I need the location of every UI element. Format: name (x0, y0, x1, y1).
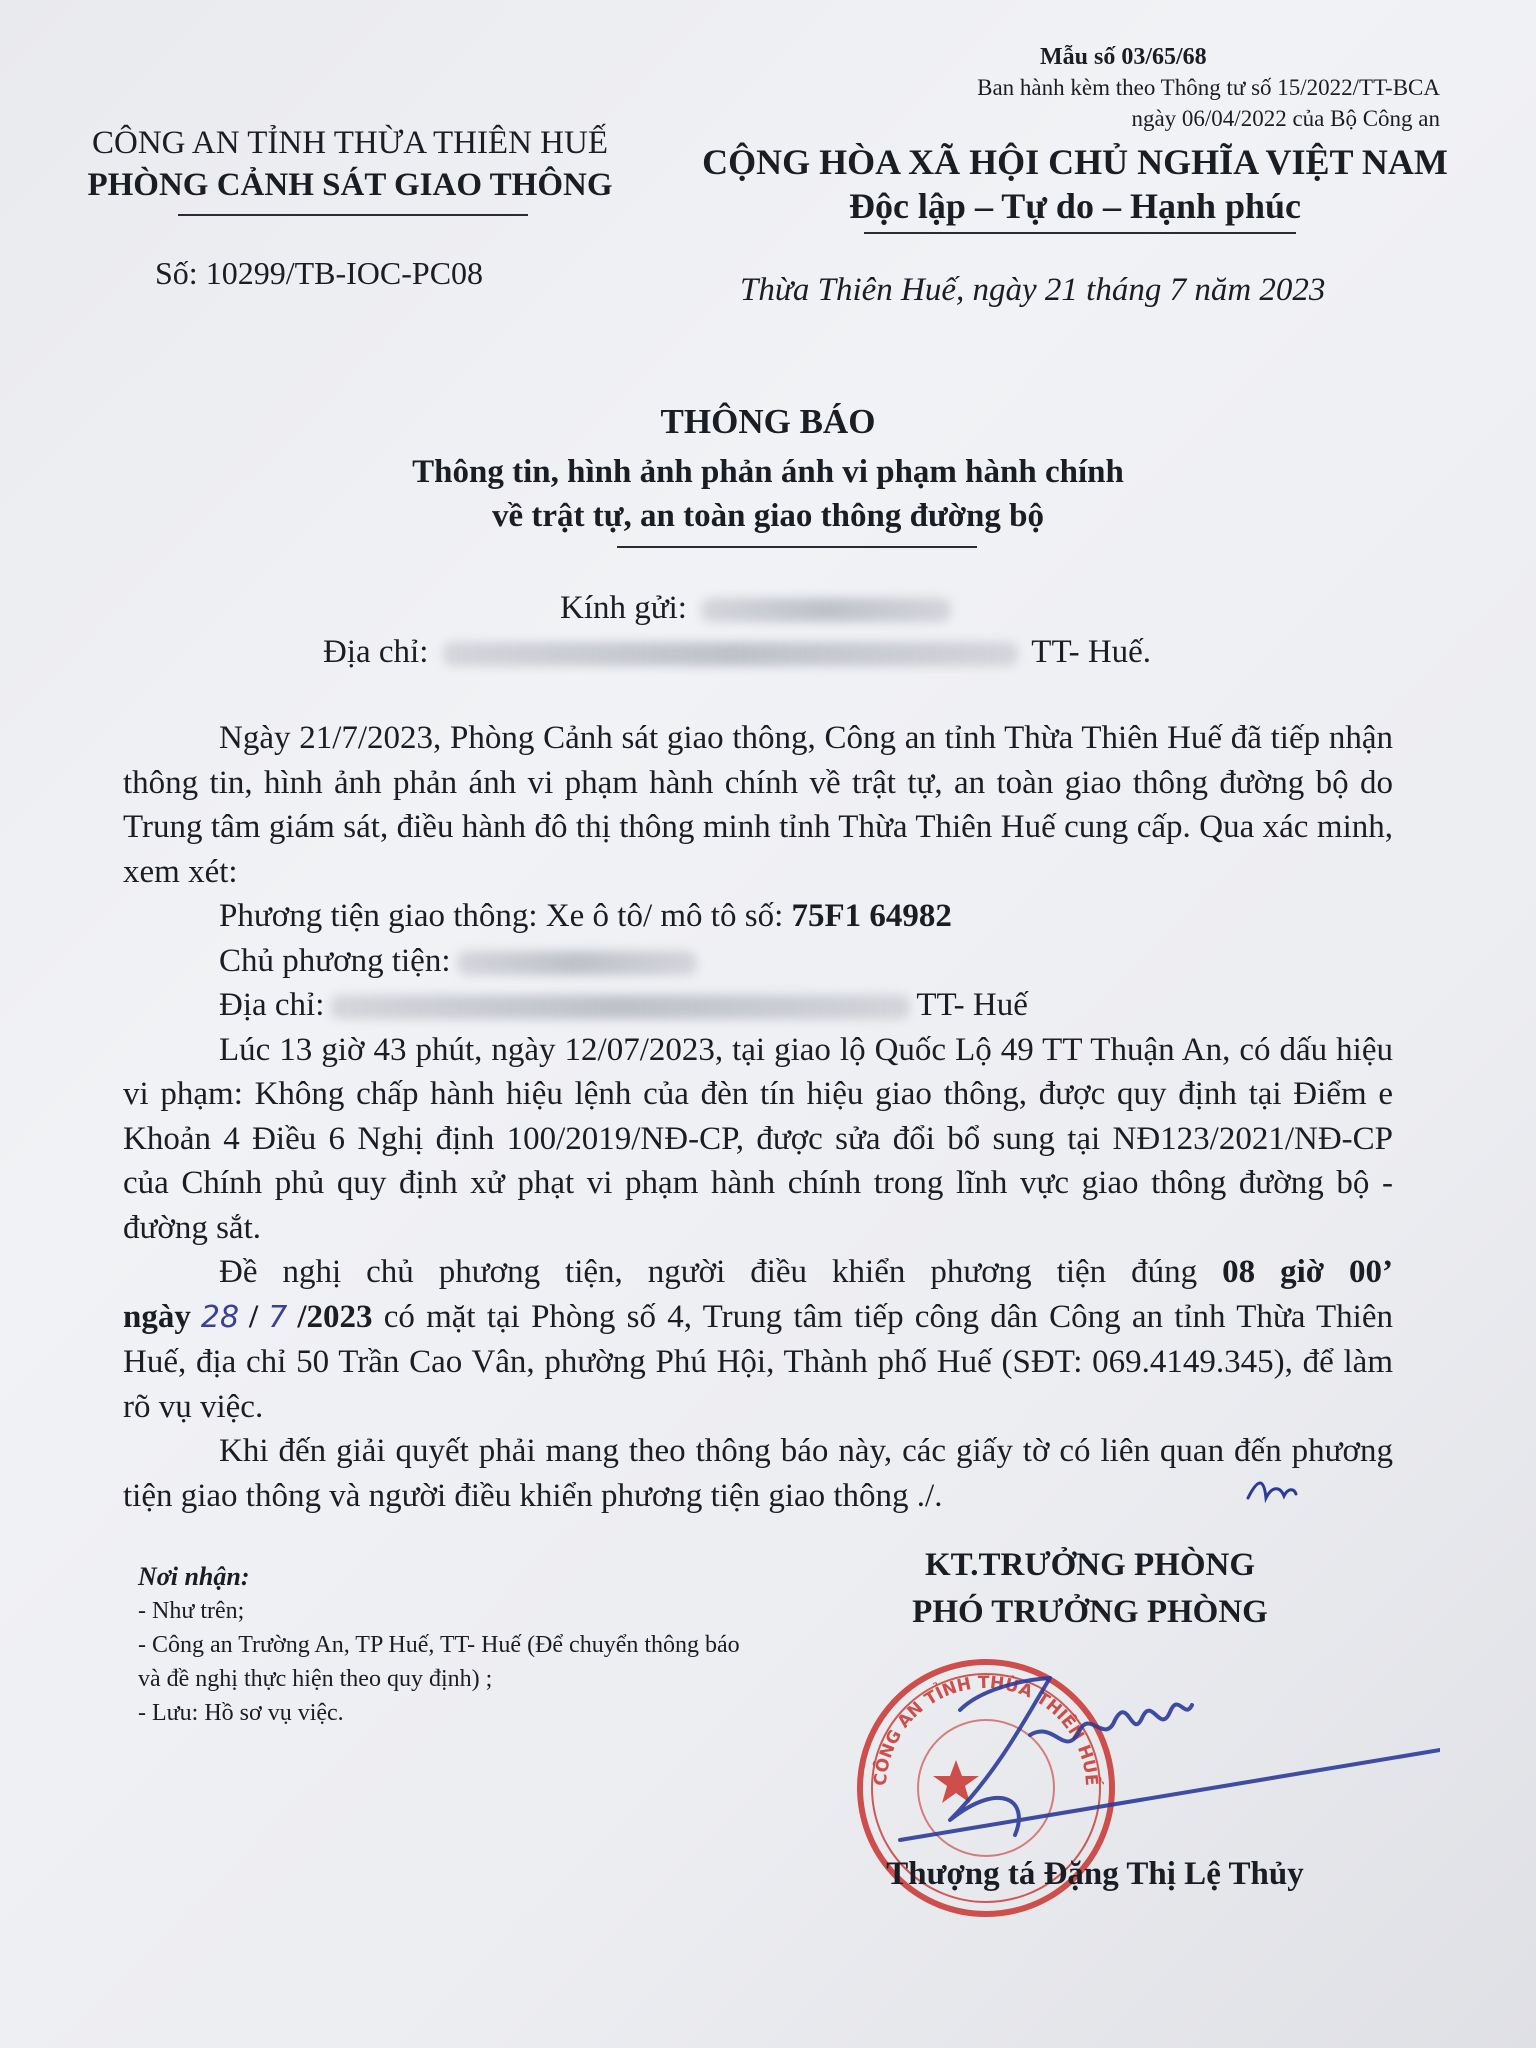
redacted-owner (457, 951, 697, 975)
state-name: CỘNG HÒA XÃ HỘI CHỦ NGHĨA VIỆT NAM (702, 142, 1448, 182)
issuing-agency (40, 122, 660, 206)
recipient-item: - Như trên; (138, 1598, 245, 1624)
redacted-name (701, 598, 951, 622)
subtitle-line-1: Thông tin, hình ảnh phản ánh vi phạm hành chính (412, 454, 1124, 490)
summons-text-b: có mặt tại Phòng số 4, Trung tâm tiếp công dân Công an tỉnh Thừa Thiên Huế, địa chỉ 50 Trần Cao Vân, phường Phú Hội, Thành phố Huế (SĐT: 069.4149.345), để làm rõ vụ việc. (123, 1298, 1394, 1425)
owner-address-label: Địa chỉ: (219, 987, 325, 1023)
license-plate: 75F1 64982 (791, 898, 952, 934)
form-number: Mẫu số 03/65/68 (1040, 44, 1207, 70)
paragraph-violation: Lúc 13 giờ 43 phút, ngày 12/07/2023, tại giao lộ Quốc Lộ 49 TT Thuận An, có dấu hiệu vi phạm: Không chấp hành hiệu lệnh của đèn tín hiệu giao thông, được quy định tại Điểm e Khoản 4 Điều 6 Nghị định 100/2019/NĐ-CP, được sửa đổi bổ sung tại NĐ123/2021/NĐ-CP của Chính phủ quy định xử phạt vi phạm hành chính trong lĩnh vực giao thông đường bộ - đường sắt. (123, 1031, 1393, 1246)
place-and-date: Thừa Thiên Huế, ngày 21 tháng 7 năm 2023 (740, 272, 1326, 308)
summons-year: /2023 (297, 1298, 373, 1335)
signature-title-1: KT.TRƯỞNG PHÒNG (925, 1547, 1255, 1583)
title-underline (617, 546, 977, 548)
address-province: TT- Huế. (1031, 634, 1152, 670)
paragraph-requirements: Khi đến giải quyết phải mang theo thông báo này, các giấy tờ có liên quan đến phương tiện giao thông và người điều khiển phương tiện giao thông ./. (123, 1433, 1393, 1514)
agency-name: PHÒNG CẢNH SÁT GIAO THÔNG (87, 167, 613, 203)
subtitle-line-2: về trật tự, an toàn giao thông đường bộ (491, 498, 1044, 534)
handwritten-day: 28 (200, 1299, 240, 1335)
address-line (323, 630, 1151, 674)
recipient-item: - Lưu: Hồ sơ vụ việc. (138, 1700, 344, 1726)
redacted-address (443, 642, 1018, 666)
signer-name: Thượng tá Đặng Thị Lệ Thủy (886, 1856, 1304, 1892)
owner-line (123, 939, 1393, 984)
addressee-line (560, 586, 957, 630)
recipients-heading: Nơi nhận: (138, 1562, 250, 1591)
date-slash: / (249, 1298, 259, 1335)
summons-day-label: ngày (123, 1298, 191, 1335)
agency-underline (178, 214, 528, 216)
signature-title-2: PHÓ TRƯỞNG PHÒNG (912, 1594, 1268, 1630)
redacted-owner-address (330, 995, 910, 1019)
handwritten-initials (1240, 1468, 1300, 1508)
summons-text-a: Đề nghị chủ phương tiện, người điều khiển phương tiện đúng (219, 1254, 1198, 1290)
summons-time: 08 giờ 00’ (1222, 1254, 1393, 1290)
agency-parent: CÔNG AN TỈNH THỪA THIÊN HUẾ (91, 125, 608, 161)
form-basis (840, 72, 1440, 134)
owner-address-province: TT- Huế (916, 987, 1028, 1023)
stamp-text: CÔNG AN TỈNH THỪA THIÊN HUẾ (870, 1672, 1102, 1787)
handwritten-signature (880, 1650, 1440, 1860)
document-title: THÔNG BÁO (660, 402, 876, 441)
notice-body (123, 716, 1393, 1518)
vehicle-label: Phương tiện giao thông: Xe ô tô/ mô tô số: (219, 898, 784, 934)
paragraph-intro: Ngày 21/7/2023, Phòng Cảnh sát giao thông, Công an tỉnh Thừa Thiên Huế đã tiếp nhận thông tin, hình ảnh phản ánh vi phạm hành chính về trật tự, an toàn giao thông đường bộ do Trung tâm giám sát, điều hành đô thị thông minh tỉnh Thừa Thiên Huế cung cấp. Qua xác minh, xem xét: (123, 720, 1393, 890)
address-label: Địa chỉ: (323, 634, 429, 670)
vehicle-line (123, 894, 1393, 939)
recipients-block (138, 1560, 758, 1730)
addressee-label: Kính gửi: (560, 590, 687, 626)
national-title (660, 140, 1490, 228)
form-basis-line-2: ngày 06/04/2022 của Bộ Công an (1131, 106, 1440, 131)
document-subtitle (0, 450, 1536, 538)
document-number: Số: 10299/TB-IOC-PC08 (155, 255, 484, 291)
form-basis-line-1: Ban hành kèm theo Thông tư số 15/2022/TT-BCA (977, 75, 1440, 100)
signature-titles (820, 1542, 1360, 1636)
owner-label: Chủ phương tiện: (219, 942, 451, 979)
motto: Độc lập – Tự do – Hạnh phúc (848, 186, 1302, 226)
handwritten-month: 7 (268, 1299, 288, 1335)
recipient-item: - Công an Trường An, TP Huế, TT- Huế (Để chuyển thông báo và đề nghị thực hiện theo quy định) ; (138, 1632, 740, 1692)
owner-address-line (123, 983, 1393, 1028)
paragraph-summons (123, 1250, 1393, 1429)
motto-underline (864, 232, 1296, 234)
